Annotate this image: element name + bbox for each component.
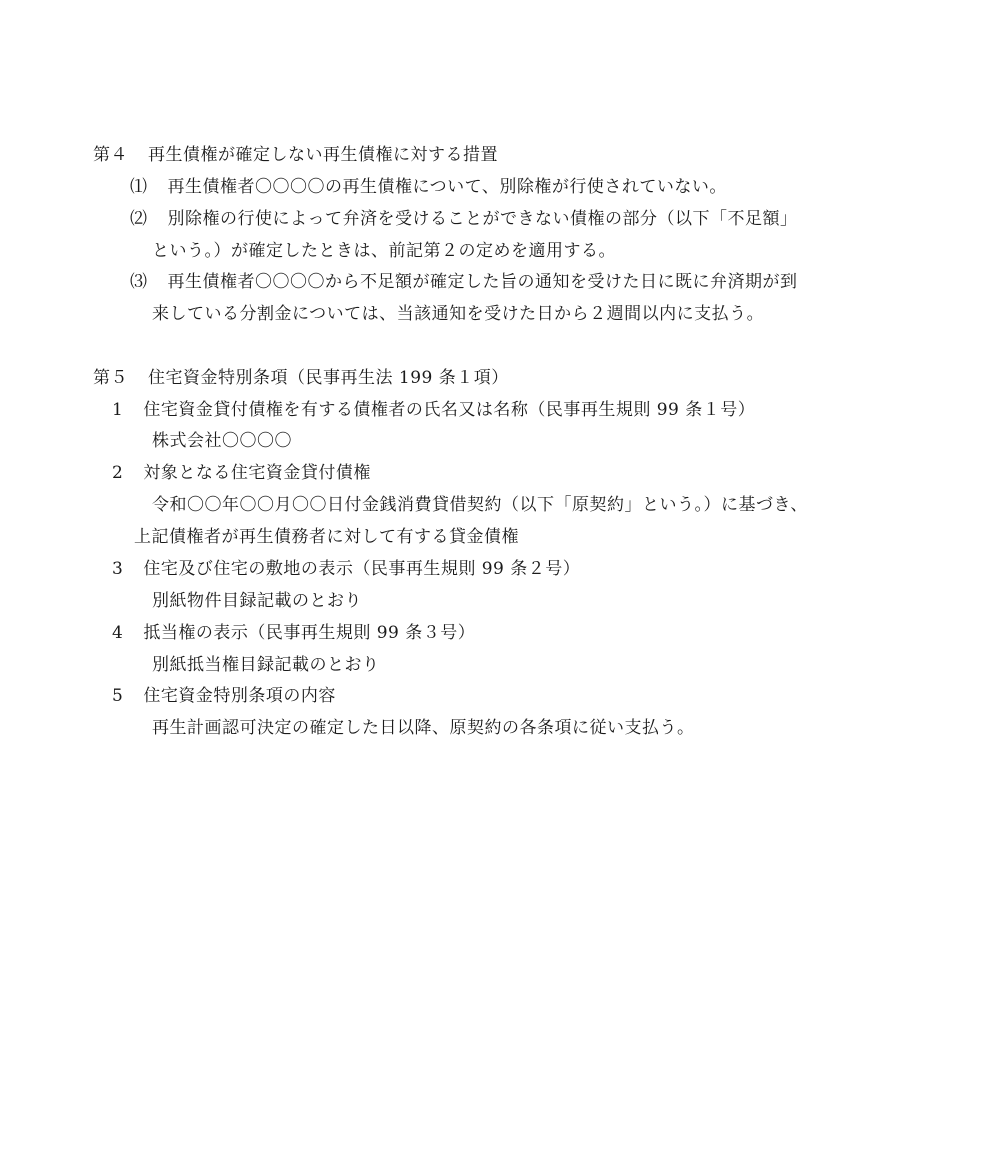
item-number: 4	[112, 623, 124, 643]
section5-item-1-body: 株式会社〇〇〇〇	[152, 431, 292, 451]
section4-heading-num: 第４	[93, 145, 128, 165]
item-text: 再生債権者〇〇〇〇の再生債権について、別除権が行使されていない。	[167, 177, 727, 197]
section4-item-2	[130, 208, 798, 230]
item-number: ⑶	[130, 272, 148, 292]
section5-item-2-body: 令和〇〇年〇〇月〇〇日付金銭消費貸借契約（以下「原契約」という。）に基づき、	[152, 495, 808, 515]
section5-item-1-title	[112, 399, 755, 421]
item-title: 住宅資金貸付債権を有する債権者の氏名又は名称（民事再生規則 99 条１号）	[143, 400, 756, 420]
item-text: 別除権の行使によって弁済を受けることができない債権の部分（以下「不足額」	[167, 209, 798, 229]
section4-item-3	[130, 271, 798, 293]
item-number: 3	[112, 559, 124, 579]
item-text: 再生債権者〇〇〇〇から不足額が確定した旨の通知を受けた日に既に弁済期が到	[167, 272, 798, 292]
item-number: 5	[112, 686, 124, 706]
item-number: ⑴	[130, 177, 148, 197]
section4-item-3-continuation: 来している分割金については、当該通知を受けた日から２週間以内に支払う。	[152, 304, 765, 324]
item-title: 住宅及び住宅の敷地の表示（民事再生規則 99 条２号）	[143, 559, 581, 579]
section5-heading-text: 住宅資金特別条項（民事再生法 199 条１項）	[148, 368, 509, 388]
section5-item-5-body: 再生計画認可決定の確定した日以降、原契約の各条項に従い支払う。	[152, 718, 695, 738]
item-title: 抵当権の表示（民事再生規則 99 条３号）	[143, 623, 476, 643]
item-title: 対象となる住宅資金貸付債権	[143, 463, 371, 483]
section5-heading-num: 第５	[93, 368, 128, 388]
item-number: 1	[112, 400, 124, 420]
section5-item-3-title	[112, 558, 580, 580]
section4-item-2-continuation: という。）が確定したときは、前記第２の定めを適用する。	[152, 241, 616, 261]
section4-heading	[93, 144, 498, 166]
item-number: 2	[112, 463, 124, 483]
item-number: ⑵	[130, 209, 148, 229]
section5-item-5-title	[112, 685, 336, 707]
item-title: 住宅資金特別条項の内容	[143, 686, 336, 706]
section4-heading-text: 再生債権が確定しない再生債権に対する措置	[148, 145, 498, 165]
section5-item-2-continuation: 上記債権者が再生債務者に対して有する貸金債権	[134, 527, 519, 547]
section5-item-3-body: 別紙物件目録記載のとおり	[152, 591, 362, 611]
section5-heading	[93, 367, 509, 389]
section4-item-1	[130, 176, 727, 198]
section5-item-4-title	[112, 622, 475, 644]
section5-item-2-title	[112, 462, 371, 484]
section5-item-4-body: 別紙抵当権目録記載のとおり	[152, 655, 380, 675]
